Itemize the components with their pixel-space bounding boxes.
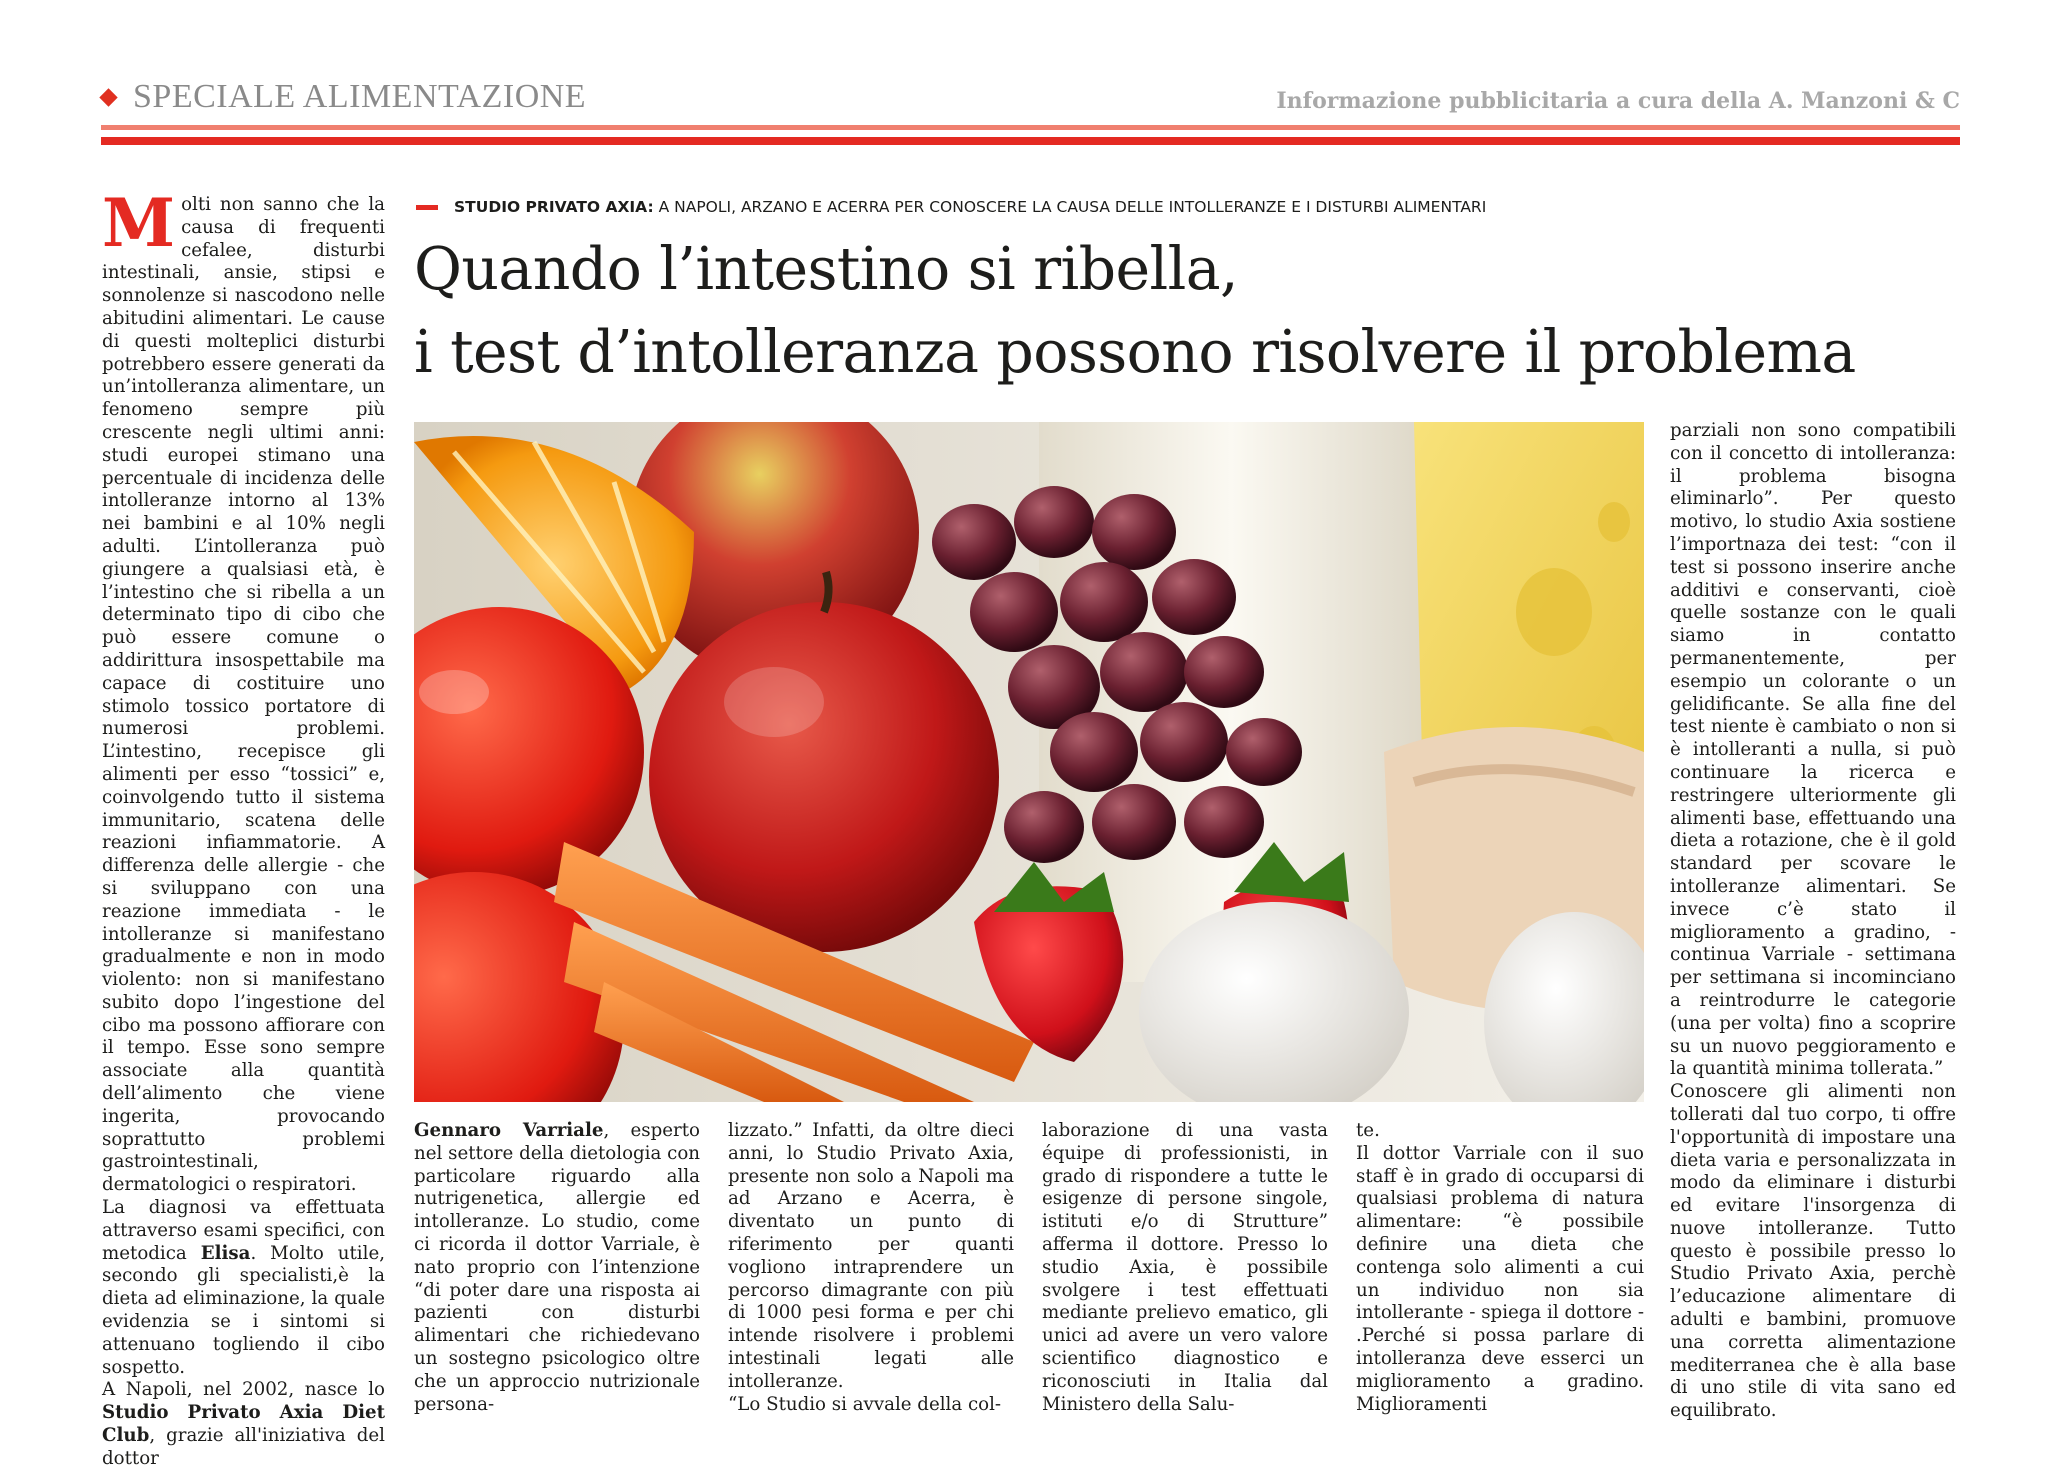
kicker-text: A NAPOLI, ARZANO E ACERRA PER CONOSCERE LA CAUSA DELLE INTOLLERANZE E I DISTURBI ALIMENTARI: [658, 198, 1487, 216]
paragraph: parziali non sono compatibili con il concetto di intolleranza: il problema bisogna eliminarlo”. Per questo motivo, lo studio Axia sostiene l’importnaza dei test: “con il test si possono inserire anche additivi e conservanti, cioè quelle sostanze con le quali siamo in contatto permanentemente, per esempio un colorante o un gelidificante. Se alla fine del test niente è cambiato o non si è intolleranti a nulla, si può continuare la ricerca e restringere ulteriormente gli alimenti base, effettuando una dieta a rotazione, che è il gold standard per scovare le intolleranze alimentari. Se invece c’è stato il miglioramento a gradino, - continua Varriale - settimana per settimana si incominciano a reintrodurre le categorie (una per volta) fino a scoprire su un nuovo peggioramento e la quantità minima tollerata.”: [1670, 420, 1956, 1080]
bold-term: Studio Privato Axia Diet Club: [102, 1402, 385, 1447]
drop-cap: M: [102, 184, 176, 262]
diamond-icon: [99, 88, 117, 106]
fruit-vegetables-image: [414, 422, 1644, 1102]
paragraph: La diagnosi va effettuata attraverso esami specifici, con metodica Elisa. Molto utile, secondo gli specialisti,è la dieta ad eliminazione, la quale evidenzia se i sintomi si attenuano togliendo il cibo sospetto.: [102, 1197, 385, 1378]
article-column-2: [414, 1120, 700, 1416]
paragraph: “Lo Studio si avvale della col-: [728, 1393, 1002, 1415]
section-title: SPECIALE ALIMENTAZIONE: [133, 78, 587, 115]
kicker-bar: [416, 205, 438, 210]
kicker: [416, 198, 1486, 216]
article-column-4: [1042, 1120, 1328, 1416]
kicker-bold: STUDIO PRIVATO AXIA:: [454, 198, 654, 216]
header-rule-thick: [101, 137, 1960, 145]
header-rule-thin: [101, 125, 1960, 130]
headline-line-1: Quando l’intestino si ribella,: [414, 235, 1238, 303]
headline: [414, 228, 1856, 394]
article-column-6: [1670, 420, 1956, 1423]
food-photo: [414, 422, 1644, 1102]
paragraph: Gennaro Varriale, esperto nel settore della dietologia con particolare riguardo alla nutrigenetica, allergie ed intolleranze. Lo studio, come ci ricorda il dottor Varriale, è nato proprio con l’intenzione “di poter dare una risposta ai pazienti con disturbi alimentari che richiedevano un sostegno psicologico oltre che un approccio nutrizionale persona-: [414, 1120, 700, 1415]
bold-term: Elisa: [200, 1242, 251, 1264]
advertising-credit: Informazione pubblicitaria a cura della A. Manzoni & C: [1276, 88, 1960, 114]
article-column-5: [1356, 1120, 1644, 1416]
bold-term: Gennaro Varriale: [414, 1120, 604, 1141]
paragraph: laborazione di una vasta équipe di professionisti, in grado di rispondere a tutte le esigenze di persone singole, istituti e/o di Strutture” afferma il dottore. Presso lo studio Axia, è possibile svolgere i test effettuati mediante prelievo ematico, gli unici ad avere un vero valore scientifico diagnostico e riconosciuti in Italia dal Ministero della Salu-: [1042, 1120, 1328, 1415]
article-column-1: [102, 184, 385, 1471]
section-label: [102, 78, 586, 116]
paragraph: Molti non sanno che la causa di frequenti cefalee, disturbi intestinali, ansie, stipsi e sonnolenze si nascodono nelle abitudini alimentari. Le cause di questi molteplici disturbi potrebbero essere generati da un’intolleranza alimentare, un fenomeno sempre più crescente negli ultimi anni: studi europei stimano una percentuale di incidenza delle intolleranze intorno al 13% nei bambini e al 10% negli adulti. L’intolleranza può giungere a qualsiasi età, è l’intestino che si ribella a un determinato tipo di cibo che può essere comune o addirittura insospettabile ma capace di costituire uno stimolo tossico portatore di numerosi problemi. L’intestino, recepisce gli alimenti per esso “tossici” e, coinvolgendo tutto il sistema immunitario, scatena delle reazioni infiammatorie. A differenza delle allergie - che si sviluppano con una reazione immediata - le intolleranze si manifestano gradualmente e non in modo violento: non si manifestano subito dopo l’ingestione del cibo ma possono affiorare con il tempo. Esse sono sempre associate alla quantità dell’alimento che viene ingerita, provocando soprattutto problemi gastrointestinali, dermatologici o respiratori.: [102, 184, 385, 1196]
headline-line-2: i test d’intolleranza possono risolvere il problema: [414, 318, 1856, 386]
paragraph: A Napoli, nel 2002, nasce lo Studio Privato Axia Diet Club, grazie all'iniziativa del dottor: [102, 1379, 385, 1469]
paragraph: Il dottor Varriale con il suo staff è in grado di occuparsi di qualsiasi problema di natura alimentare: “è possibile definire una dieta che contenga solo alimenti a cui un individuo non sia intollerante - spiega il dottore - .Perché si possa parlare di intolleranza deve esserci un miglioramento a gradino. Miglioramenti: [1356, 1142, 1644, 1415]
article-column-3: [728, 1120, 1014, 1416]
paragraph: Conoscere gli alimenti non tollerati dal tuo corpo, ti offre l'opportunità di impostare una dieta varia e personalizzata in modo da eliminare i disturbi ed evitare l'insorgenza di nuove intolleranze. Tutto questo è possibile presso lo Studio Privato Axia, perchè l’educazione alimentare di adulti e bambini, promuove una corretta alimentazione mediterranea che è alla base di uno stile di vita sano ed equilibrato.: [1670, 1081, 1956, 1422]
paragraph: lizzato.” Infatti, da oltre dieci anni, lo Studio Privato Axia, presente non solo a Napoli ma ad Arzano e Acerra, è diventato un punto di riferimento per quanti vogliono intraprendere un percorso dimagrante con più di 1000 pesi forma e per chi intende risolvere i problemi intestinali legati alle intolleranze.: [728, 1120, 1014, 1392]
paragraph: te.: [1356, 1120, 1380, 1141]
